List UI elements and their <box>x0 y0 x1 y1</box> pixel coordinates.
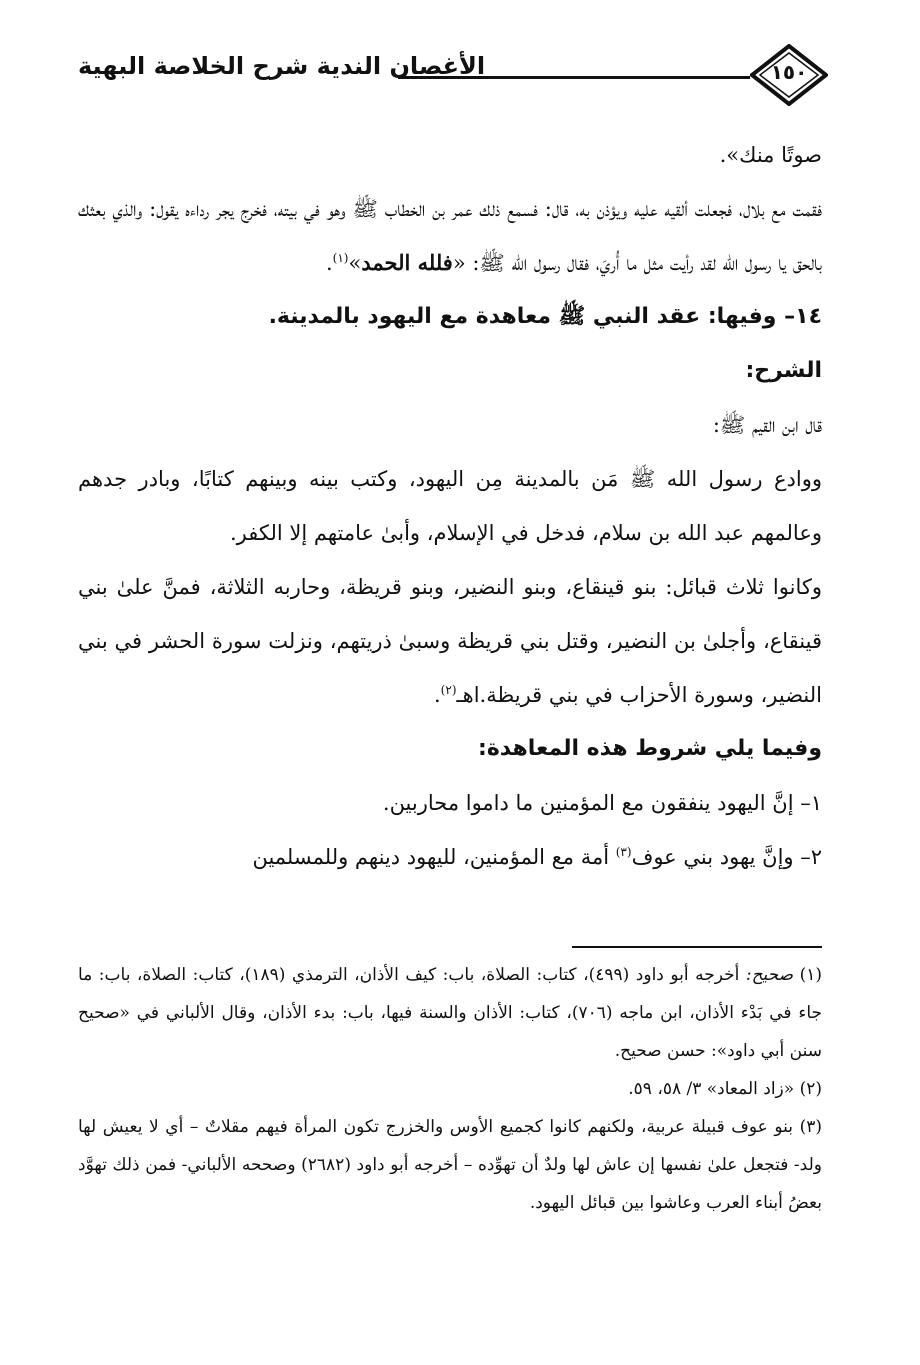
footnote-3 <box>78 1108 822 1222</box>
footnote-ref-1[interactable]: (١) <box>332 251 349 265</box>
page-number-badge <box>750 44 828 106</box>
hadith-quote: فلله الحمد <box>361 250 453 275</box>
condition-item-1: ١– إنَّ اليهود ينفقون مع المؤمنين ما داموا محاربين. <box>382 791 822 815</box>
hadith-tail: . <box>325 251 333 275</box>
quote-attribution: قال ابن القيم ﷺ: <box>712 413 822 437</box>
hadith-paragraph <box>78 182 822 290</box>
page-header <box>78 44 822 118</box>
footnote-1-text: أخرجه أبو داود (٤٩٩)، كتاب: الصلاة، باب: كيف الأذان، الترمذي (١٨٩)، كتاب: الصلاة، باب: ما جاء في بَدْء الأذان، ابن ماجه (٧٠٦)، كتاب: الأذان والسنة فيها، باب: بدء الأذان، وقال الألباني في «صحيح سنن أبي داود»: حسن صحيح. <box>78 965 823 1061</box>
condition-item-2-start: ٢– وإنَّ يهود بني عوف <box>631 845 822 869</box>
footnote-ref-2[interactable]: (٢) <box>440 683 457 697</box>
hadith-quote-end: » <box>348 251 362 275</box>
condition-item-2 <box>78 830 822 884</box>
section-heading: ١٤– وفيها: عقد النبي ﷺ معاهدة مع اليهود بالمدينة. <box>268 304 822 329</box>
footnote-1 <box>78 956 822 1070</box>
footnote-separator <box>572 946 822 948</box>
hadith-text: فقمت مع بلال، فجعلت ألقيه عليه ويؤذن به، قال: فسمع ذلك عمر بن الخطاب ﷺ وهو في بيته، فخرج يجر رداءه يقول: والذي بعثك بالحق يا رسول الله لقد رأيت مثل ما أُريَ، فقال رسول الله ﷺ: « <box>78 197 822 275</box>
footnote-3-number: (٣) <box>799 1117 822 1137</box>
footnote-1-number: (١) <box>799 965 823 985</box>
footnote-2-text: «زاد المعاد» ٣/ ٥٨، ٥٩. <box>628 1079 800 1099</box>
tribes-text: وكانوا ثلاث قبائل: بنو قينقاع، وبنو النضير، وبنو قريظة، وحاربه الثلاثة، فمنَّ علىٰ بني قينقاع، وأجلىٰ بن النضير، وقتل بني قريظة وسبىٰ ذريتهم، ونزلت سورة الحشر في بني النضير، وسورة الأحزاب في بني قريظة.اهـ <box>78 575 822 707</box>
continuation-line: صوتًا منك». <box>719 143 822 167</box>
footnote-ref-3[interactable]: (٣) <box>615 845 632 859</box>
treaty-paragraph: ووادع رسول الله ﷺ مَن بالمدينة مِن اليهود، وكتب بينه وبينهم كتابًا، وبادر جدهم وعالمهم عبد الله بن سلام، فدخل في الإسلام، وأبىٰ عامتهم إلا الكفر. <box>78 467 822 545</box>
condition-item-2-end: أمة مع المؤمنين، لليهود دينهم وللمسلمين <box>252 845 616 869</box>
footnote-3-text: بنو عوف قبيلة عربية، ولكنهم كانوا كجميع الأوس والخزرج تكون المرأة فيهم مقلاتٌ – أي لا يعيش لها ولد- فتجعل علىٰ نفسها إن عاش لها ولدٌ أن تهوِّده – أخرجه أبو داود (٢٦٨٢) وصححه الألباني- فمن ذلك تهوَّد بعضُ أبناء العرب وعاشوا بين قبائل اليهود. <box>78 1117 822 1213</box>
footnote-2 <box>78 1070 822 1108</box>
book-title: الأغصان الندية شرح الخلاصة البهية <box>78 52 486 80</box>
footnotes <box>78 956 822 1222</box>
tribes-paragraph <box>78 560 822 722</box>
sharh-heading: الشرح: <box>745 358 822 383</box>
book-page <box>78 0 822 1365</box>
tribes-tail: . <box>433 683 441 707</box>
footnote-2-number: (٢) <box>799 1079 822 1099</box>
conditions-heading: وفيما يلي شروط هذه المعاهدة: <box>478 736 822 761</box>
footnote-1-grade: صحيح: <box>745 965 794 985</box>
page-number: ١٥٠ <box>770 60 808 84</box>
main-text <box>78 128 822 884</box>
